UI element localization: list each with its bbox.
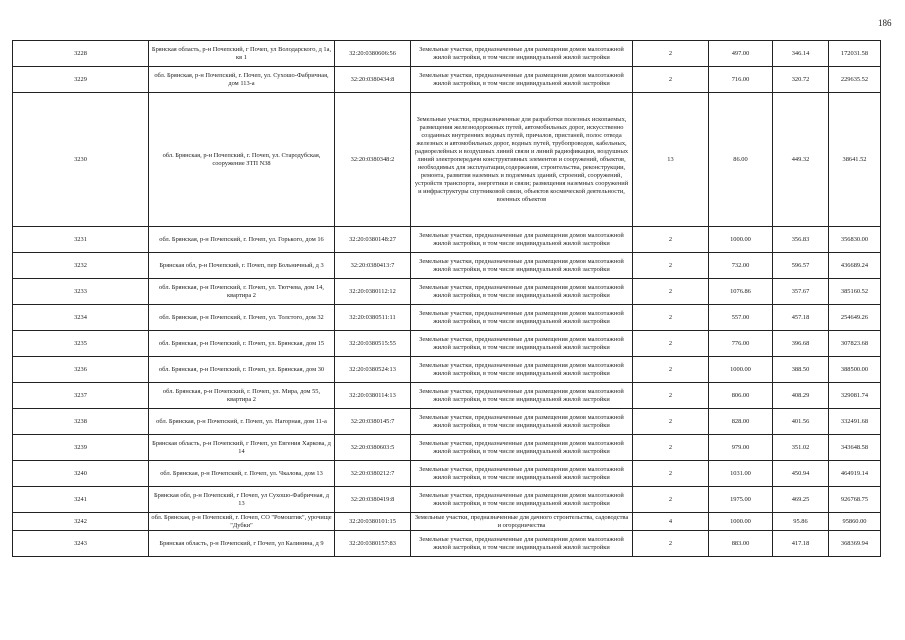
cadastral-number: 32:20:0380114:13 <box>335 383 411 409</box>
cadastral-number: 32:20:0380413:7 <box>335 253 411 279</box>
cadastral-value-cell: 926768.75 <box>829 487 881 513</box>
specific-value-cell: 356.83 <box>773 227 829 253</box>
cadastral-value-cell: 385160.52 <box>829 279 881 305</box>
address-cell: обл. Брянская, р-н Почепский, г. Почеп, ул. Горького, дом 16 <box>149 227 335 253</box>
cadastral-number: 32:20:0380603:5 <box>335 435 411 461</box>
row-number: 3230 <box>13 93 149 227</box>
cadastral-number: 32:20:0380348:2 <box>335 93 411 227</box>
use-group: 2 <box>633 305 709 331</box>
cadastral-value-cell: 229635.52 <box>829 67 881 93</box>
land-use-description: Земельные участки, предназначенные для размещения домов малоэтажной жилой застройки, в том числе индивидуальной жилой застройки <box>411 531 633 557</box>
address-cell: обл. Брянская, р-н Почепский, г. Почеп, ул. Толстого, дом 32 <box>149 305 335 331</box>
cadastral-number: 32:20:0380515:55 <box>335 331 411 357</box>
cadastral-number: 32:20:0380112:12 <box>335 279 411 305</box>
cadastral-number: 32:20:0380212:7 <box>335 461 411 487</box>
area-cell: 86.00 <box>709 93 773 227</box>
address-cell: обл. Брянская, р-н Почепский, г. Почеп, ул. Чкалова, дом 13 <box>149 461 335 487</box>
use-group: 2 <box>633 357 709 383</box>
table-row <box>13 93 881 227</box>
use-group: 2 <box>633 331 709 357</box>
row-number: 3242 <box>13 513 149 531</box>
specific-value-cell: 469.25 <box>773 487 829 513</box>
row-number: 3238 <box>13 409 149 435</box>
specific-value-cell: 596.57 <box>773 253 829 279</box>
row-number: 3235 <box>13 331 149 357</box>
address-cell: обл. Брянская, р-н Почепский, г. Почеп, ул. Стародубская, сооружение ЗТП N38 <box>149 93 335 227</box>
land-use-description: Земельные участки, предназначенные для дачного строительства, садоводства и огородничества <box>411 513 633 531</box>
cadastral-number: 32:20:0380145:7 <box>335 409 411 435</box>
use-group: 2 <box>633 435 709 461</box>
area-cell: 1076.86 <box>709 279 773 305</box>
land-use-description: Земельные участки, предназначенные для разработки полезных ископаемых, размещения железнодорожных путей, автомобильных дорог, искусственно созданных внутренних водных путей, причалов, пристаней, полос отвода железных и автомобильных дорог, водных путей, трубопроводов, кабельных, радиорелейных и воздушных линий связи и линий радиофикации, воздушных линий электропередачи конструктивных элементов и сооружений, объектов, необходимых для эксплуатации,содержания, строительства, реконструкции, ремонта, развития наземных и подземных зданий, строений, сооружений, устройств транспорта, энергетики и связи; размещения наземных сооружений и инфраструктуры спутниковой связи, объектов космической деятельности, военных объектов <box>411 93 633 227</box>
land-use-description: Земельные участки, предназначенные для размещения домов малоэтажной жилой застройки, в том числе индивидуальной жилой застройки <box>411 253 633 279</box>
land-use-description: Земельные участки, предназначенные для размещения домов малоэтажной жилой застройки, в том числе индивидуальной жилой застройки <box>411 383 633 409</box>
area-cell: 1031.00 <box>709 461 773 487</box>
cadastral-value-cell: 38641.52 <box>829 93 881 227</box>
specific-value-cell: 95.86 <box>773 513 829 531</box>
address-cell: обл. Брянская, р-н Почепский, г. Почеп, ул. Мира, дом 55, квартира 2 <box>149 383 335 409</box>
cadastral-valuation-table <box>12 40 881 557</box>
table-row <box>13 227 881 253</box>
area-cell: 979.00 <box>709 435 773 461</box>
cadastral-value-cell: 388500.00 <box>829 357 881 383</box>
table-row <box>13 461 881 487</box>
cadastral-value-cell: 254649.26 <box>829 305 881 331</box>
row-number: 3240 <box>13 461 149 487</box>
page-number: 186 <box>878 18 892 28</box>
use-group: 2 <box>633 531 709 557</box>
address-cell: Брянская область, р-н Почепский, г Почеп, ул Калинина, д 9 <box>149 531 335 557</box>
address-cell: обл. Брянская, р-н Почепский, г. Почеп, ул. Нагорная, дом 11-а <box>149 409 335 435</box>
land-use-description: Земельные участки, предназначенные для размещения домов малоэтажной жилой застройки, в том числе индивидуальной жилой застройки <box>411 305 633 331</box>
land-use-description: Земельные участки, предназначенные для размещения домов малоэтажной жилой застройки, в том числе индивидуальной жилой застройки <box>411 227 633 253</box>
use-group: 4 <box>633 513 709 531</box>
table-row <box>13 513 881 531</box>
land-use-description: Земельные участки, предназначенные для размещения домов малоэтажной жилой застройки, в том числе индивидуальной жилой застройки <box>411 435 633 461</box>
specific-value-cell: 417.18 <box>773 531 829 557</box>
area-cell: 1000.00 <box>709 513 773 531</box>
row-number: 3233 <box>13 279 149 305</box>
area-cell: 732.00 <box>709 253 773 279</box>
area-cell: 806.00 <box>709 383 773 409</box>
row-number: 3241 <box>13 487 149 513</box>
address-cell: Брянская область, р-н Почепский, г Почеп, ул Володарского, д 1а, кв 1 <box>149 41 335 67</box>
table-row <box>13 357 881 383</box>
cadastral-number: 32:20:0380606:56 <box>335 41 411 67</box>
area-cell: 1000.00 <box>709 357 773 383</box>
use-group: 2 <box>633 279 709 305</box>
row-number: 3243 <box>13 531 149 557</box>
cadastral-value-cell: 464919.14 <box>829 461 881 487</box>
cadastral-number: 32:20:0380148:27 <box>335 227 411 253</box>
use-group: 13 <box>633 93 709 227</box>
specific-value-cell: 357.67 <box>773 279 829 305</box>
area-cell: 497.00 <box>709 41 773 67</box>
table-row <box>13 279 881 305</box>
table-row <box>13 383 881 409</box>
cadastral-value-cell: 95860.00 <box>829 513 881 531</box>
cadastral-number: 32:20:0380511:11 <box>335 305 411 331</box>
table-row <box>13 67 881 93</box>
table-row <box>13 409 881 435</box>
use-group: 2 <box>633 383 709 409</box>
address-cell: обл. Брянская, р-н Почепский, г. Почеп, СО "Ромоштик", урочище "Дубки" <box>149 513 335 531</box>
area-cell: 1000.00 <box>709 227 773 253</box>
area-cell: 883.00 <box>709 531 773 557</box>
use-group: 2 <box>633 487 709 513</box>
row-number: 3234 <box>13 305 149 331</box>
cadastral-number: 32:20:0380434:8 <box>335 67 411 93</box>
cadastral-value-cell: 307823.68 <box>829 331 881 357</box>
cadastral-value-cell: 436689.24 <box>829 253 881 279</box>
address-cell: Брянская обл, р-н Почепский, г. Почеп, пер Больничный, д 3 <box>149 253 335 279</box>
specific-value-cell: 457.18 <box>773 305 829 331</box>
cadastral-number: 32:20:0380157:83 <box>335 531 411 557</box>
specific-value-cell: 388.50 <box>773 357 829 383</box>
cadastral-number: 32:20:0380524:13 <box>335 357 411 383</box>
specific-value-cell: 346.14 <box>773 41 829 67</box>
land-use-description: Земельные участки, предназначенные для размещения домов малоэтажной жилой застройки, в том числе индивидуальной жилой застройки <box>411 409 633 435</box>
specific-value-cell: 450.94 <box>773 461 829 487</box>
cadastral-value-cell: 368369.94 <box>829 531 881 557</box>
cadastral-number: 32:20:0380419:8 <box>335 487 411 513</box>
specific-value-cell: 401.56 <box>773 409 829 435</box>
land-use-description: Земельные участки, предназначенные для размещения домов малоэтажной жилой застройки, в том числе индивидуальной жилой застройки <box>411 279 633 305</box>
address-cell: обл. Брянская, р-н Почепский, г. Почеп, ул. Брянская, дом 15 <box>149 331 335 357</box>
row-number: 3228 <box>13 41 149 67</box>
cadastral-value-cell: 329081.74 <box>829 383 881 409</box>
row-number: 3239 <box>13 435 149 461</box>
use-group: 2 <box>633 461 709 487</box>
cadastral-value-cell: 356830.00 <box>829 227 881 253</box>
address-cell: обл. Брянская, р-н Почепский, г. Почеп, ул. Брянская, дом 30 <box>149 357 335 383</box>
cadastral-value-cell: 172031.58 <box>829 41 881 67</box>
land-use-description: Земельные участки, предназначенные для размещения домов малоэтажной жилой застройки, в том числе индивидуальной жилой застройки <box>411 41 633 67</box>
land-use-description: Земельные участки, предназначенные для размещения домов малоэтажной жилой застройки, в том числе индивидуальной жилой застройки <box>411 67 633 93</box>
row-number: 3229 <box>13 67 149 93</box>
address-cell: обл. Брянская, р-н Почепский, г. Почеп, ул. Тютчева, дом 14, квартира 2 <box>149 279 335 305</box>
row-number: 3231 <box>13 227 149 253</box>
address-cell: Брянская область, р-н Почепский, г Почеп, ул Евгения Харкова, д 14 <box>149 435 335 461</box>
use-group: 2 <box>633 409 709 435</box>
land-use-description: Земельные участки, предназначенные для размещения домов малоэтажной жилой застройки, в том числе индивидуальной жилой застройки <box>411 461 633 487</box>
table-row <box>13 531 881 557</box>
table-row <box>13 331 881 357</box>
specific-value-cell: 396.68 <box>773 331 829 357</box>
use-group: 2 <box>633 227 709 253</box>
specific-value-cell: 320.72 <box>773 67 829 93</box>
land-use-description: Земельные участки, предназначенные для размещения домов малоэтажной жилой застройки, в том числе индивидуальной жилой застройки <box>411 331 633 357</box>
table-row <box>13 305 881 331</box>
specific-value-cell: 351.02 <box>773 435 829 461</box>
table-row <box>13 253 881 279</box>
row-number: 3232 <box>13 253 149 279</box>
land-use-description: Земельные участки, предназначенные для размещения домов малоэтажной жилой застройки, в том числе индивидуальной жилой застройки <box>411 357 633 383</box>
cadastral-value-cell: 343648.58 <box>829 435 881 461</box>
use-group: 2 <box>633 67 709 93</box>
specific-value-cell: 408.29 <box>773 383 829 409</box>
area-cell: 1975.00 <box>709 487 773 513</box>
table-row <box>13 435 881 461</box>
row-number: 3237 <box>13 383 149 409</box>
specific-value-cell: 449.32 <box>773 93 829 227</box>
use-group: 2 <box>633 41 709 67</box>
address-cell: обл. Брянская, р-н Почепский, г. Почеп, ул. Сухошо-Фабричная, дом 113-а <box>149 67 335 93</box>
area-cell: 716.00 <box>709 67 773 93</box>
cadastral-value-cell: 332491.68 <box>829 409 881 435</box>
area-cell: 557.00 <box>709 305 773 331</box>
table-row <box>13 487 881 513</box>
area-cell: 776.00 <box>709 331 773 357</box>
cadastral-number: 32:20:0380101:15 <box>335 513 411 531</box>
use-group: 2 <box>633 253 709 279</box>
table-row <box>13 41 881 67</box>
row-number: 3236 <box>13 357 149 383</box>
address-cell: Брянская обл, р-н Почепский, г Почеп, ул Сухошо-Фабричная, д 13 <box>149 487 335 513</box>
land-use-description: Земельные участки, предназначенные для размещения домов малоэтажной жилой застройки, в том числе индивидуальной жилой застройки <box>411 487 633 513</box>
area-cell: 828.00 <box>709 409 773 435</box>
